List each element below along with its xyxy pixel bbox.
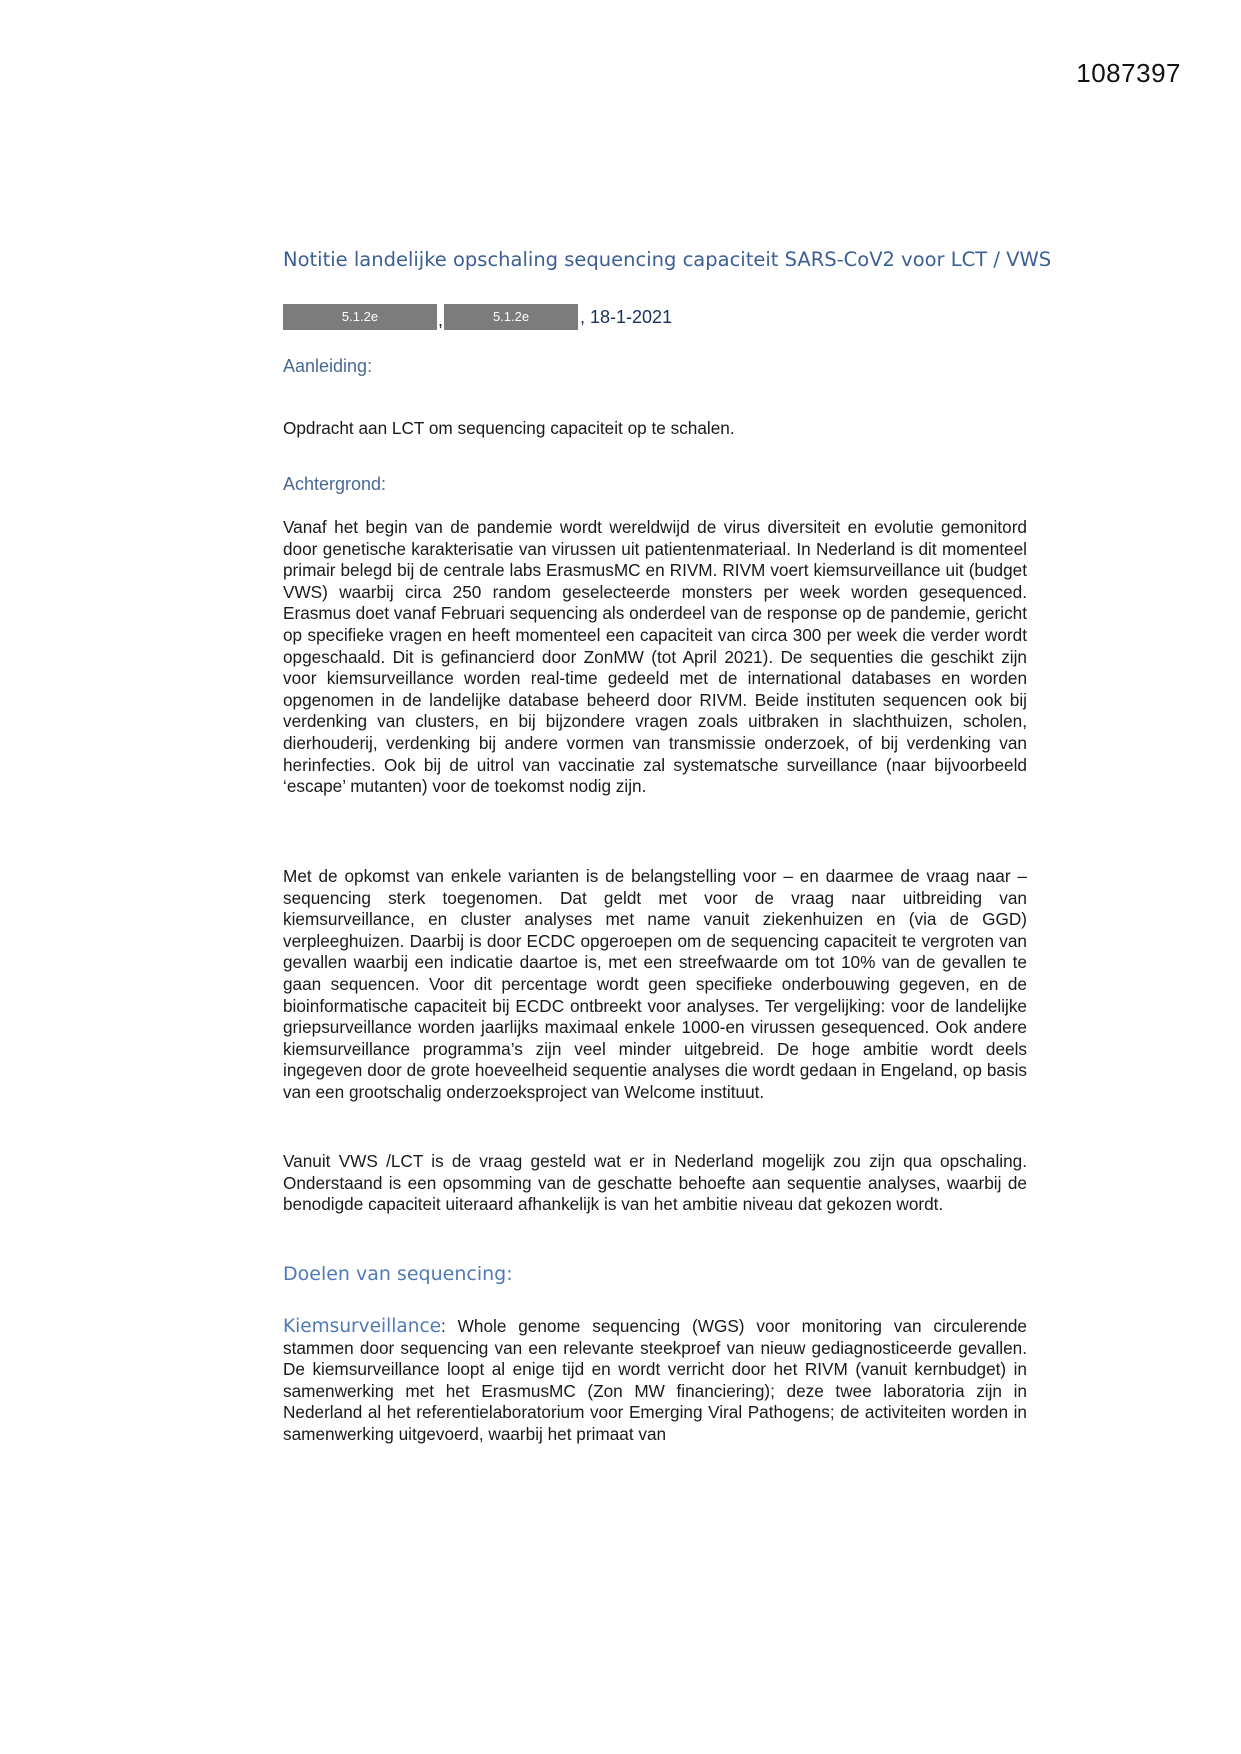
redacted-name-2: 5.1.2e <box>444 304 578 330</box>
document-title: Notitie landelijke opschaling sequencing capaciteit SARS-CoV2 voor LCT / VWS <box>283 248 1052 271</box>
kiemsurveillance-label: Kiemsurveillance <box>283 1316 442 1337</box>
paragraph-achtergrond-1: Vanaf het begin van de pandemie wordt wereldwijd de virus diversiteit en evolutie gemonitord door genetische karakterisatie van virussen uit patientenmateriaal. In Nederland is dit momenteel primair belegd bij de centrale labs ErasmusMC en RIVM. RIVM voert kiemsurveillance uit (budget VWS) waarbij circa 250 random geselecteerde monsters per week worden gesequenced. Erasmus doet vanaf Februari sequencing als onderdeel van de response op de pandemie, gericht op specifieke vragen en heeft momenteel een capaciteit van circa 300 per week die verder wordt opgeschaald. Dit is gefinancierd door ZonMW (tot April 2021). De sequenties die geschikt zijn voor kiemsurveillance worden real-time gedeeld met de international databases en worden opgenomen in de landelijke database beheerd door RIVM. Beide instituten sequencen ook bij verdenking van clusters, en bij bijzondere vragen zoals uitbraken in slachthuizen, scholen, dierhouderij, verdenking bij andere vormen van transmissie onderzoek, of bij verdenking van herinfecties. Ook bij de uitrol van vaccinatie zal systematsche surveillance (naar bijvoorbeeld ‘escape’ mutanten) voor de toekomst nodig zijn. <box>283 517 1027 797</box>
document-id: 1087397 <box>1076 58 1181 88</box>
author-line <box>283 304 672 330</box>
kiemsurveillance-text: : Whole genome sequencing (WGS) voor monitoring van circulerende stammen door sequencing van een relevante steekproef van nieuw gediagnosticeerde gevallen. De kiemsurveillance loopt al enige tijd en wordt verricht door het RIVM (vanuit kernbudget) in samenwerking met het ErasmusMC (Zon MW financiering); deze twee laboratoria zijn in Nederland al het referentielaboratorium voor Emerging Viral Pathogens; de activiteiten worden in samenwerking uitgevoerd, waarbij het primaat van <box>283 1316 1027 1444</box>
paragraph-kiemsurveillance <box>283 1316 1027 1446</box>
paragraph-opdracht: Opdracht aan LCT om sequencing capaciteit op te schalen. <box>283 418 735 438</box>
paragraph-achtergrond-3: Vanuit VWS /LCT is de vraag gesteld wat er in Nederland mogelijk zou zijn qua opschaling. Onderstaand is een opsomming van de geschatte behoefte aan sequentie analyses, waarbij de benodigde capaciteit uiteraard afhankelijk is van het ambitie niveau dat gekozen wordt. <box>283 1151 1027 1215</box>
author-separator: , <box>438 310 444 330</box>
heading-aanleiding: Aanleiding: <box>283 356 373 376</box>
heading-doelen: Doelen van sequencing: <box>283 1263 513 1285</box>
document-date: , 18-1-2021 <box>580 306 673 327</box>
heading-achtergrond: Achtergrond: <box>283 474 387 494</box>
paragraph-achtergrond-2: Met de opkomst van enkele varianten is de belangstelling voor – en daarmee de vraag naar – sequencing sterk toegenomen. Dat geldt met voor de vraag naar uitbreiding van kiemsurveillance, en cluster analyses met name vanuit ziekenhuizen en (via de GGD) verpleeghuizen. Daarbij is door ECDC opgeroepen om de sequencing capaciteit te vergroten van gevallen waarbij een indicatie daartoe is, met een streefwaarde om tot 10% van de gevallen te gaan sequencen. Voor dit percentage wordt geen specifieke onderbouwing gegeven, en de bioinformatische capaciteit bij ECDC ontbreekt voor analyses. Ter vergelijking: voor de landelijke griepsurveillance worden jaarlijks maximaal enkele 1000-en virussen gesequenced. Ook andere kiemsurveillance programma’s zijn veel minder uitgebreid. De hoge ambitie wordt deels ingegeven door de grote hoeveelheid sequentie analyses die wordt gedaan in Engeland, op basis van een grootschalig onderzoeksproject van Welcome instituut. <box>283 866 1027 1102</box>
redacted-name-1: 5.1.2e <box>283 304 437 330</box>
